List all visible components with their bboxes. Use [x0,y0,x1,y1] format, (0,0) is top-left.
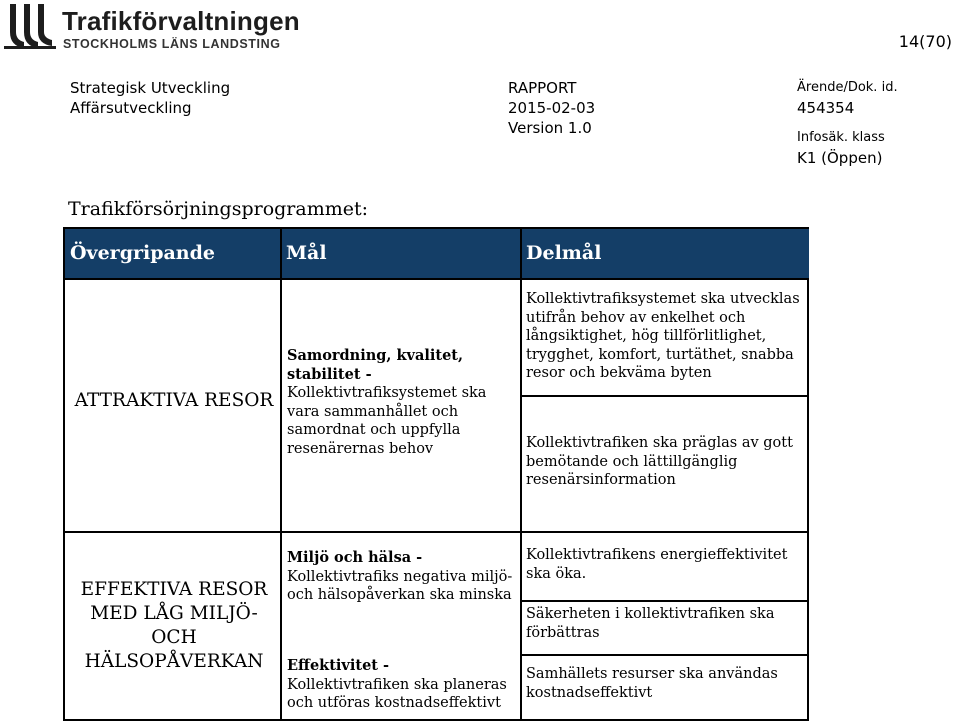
subgoal-cell: Samhällets resurser ska användas kostnadseffektivt [526,666,778,701]
page-number: 14(70) [898,32,952,51]
header-middle [508,78,595,138]
goal-text: Kollektivtrafiks negativa miljö- och hälsopåverkan ska minska [287,568,513,603]
col-header-overarching: Övergripande [65,229,280,278]
overarching-cell: ATTRAKTIVA RESOR [74,390,274,411]
row-divider [65,531,807,533]
logo-mark-icon [4,2,60,52]
subgoal-divider [522,395,807,397]
col-header-subgoal: Delmål [520,229,809,278]
goal-title: Miljö och hälsa - [287,549,423,566]
col-divider [280,229,282,719]
header-divider [65,278,807,280]
subgoal-cell: Kollektivtrafiken ska präglas av gott bemötande och lättillgänglig resenärsinformation [526,435,793,488]
col-divider [520,229,522,719]
subgoal-divider [522,654,807,656]
goals-table [63,227,809,721]
security-class-label: Infosäk. klass [797,130,885,145]
col-header-goal: Mål [280,229,520,278]
subgoal-cell: Kollektivtrafiksystemet ska utvecklas utifrån behov av enkelhet och långsiktighet, hög tillförlitlighet, trygghet, komfort, turtäthet, snabba resor och bekväma byten [526,291,800,381]
document-title: Trafikförsörjningsprogrammet: [68,198,369,220]
logo-subtitle: STOCKHOLMS LÄNS LANDSTING [63,37,281,51]
department: Strategisk Utveckling [70,79,231,97]
doc-type: RAPPORT [508,79,577,97]
doc-date: 2015-02-03 [508,99,596,117]
subgoal-divider [522,600,807,602]
goal-text: Kollektivtrafiken ska planeras och utföras kostnadseffektivt [287,676,507,711]
unit: Affärsutveckling [70,99,192,117]
overarching-cell: EFFEKTIVA RESOR MED LÅG MILJÖ- OCH HÄLSOPÅVERKAN [80,579,268,672]
logo-name: Trafikförvaltningen [62,6,300,36]
case-id-label: Ärende/Dok. id. [797,80,898,95]
doc-version: Version 1.0 [508,119,592,137]
header-right [797,78,898,168]
subgoal-cell: Kollektivtrafikens energieffektivitet ska öka. [526,547,788,582]
goal-title: Samordning, kvalitet, stabilitet - [287,347,464,383]
goal-cell [287,347,515,458]
goal-text: Kollektivtrafiksystemet ska vara sammanhållet och samordnat och uppfylla resenärernas behov [287,385,487,457]
goal-cell [287,657,515,713]
subgoal-cell: Säkerheten i kollektivtrafiken ska förbättras [526,606,775,641]
goal-title: Effektivitet - [287,657,390,674]
case-id-value: 454354 [797,99,855,117]
goal-cell [287,549,515,605]
security-class-value: K1 (Öppen) [797,149,883,167]
logo [4,2,324,54]
header-left [70,78,230,118]
